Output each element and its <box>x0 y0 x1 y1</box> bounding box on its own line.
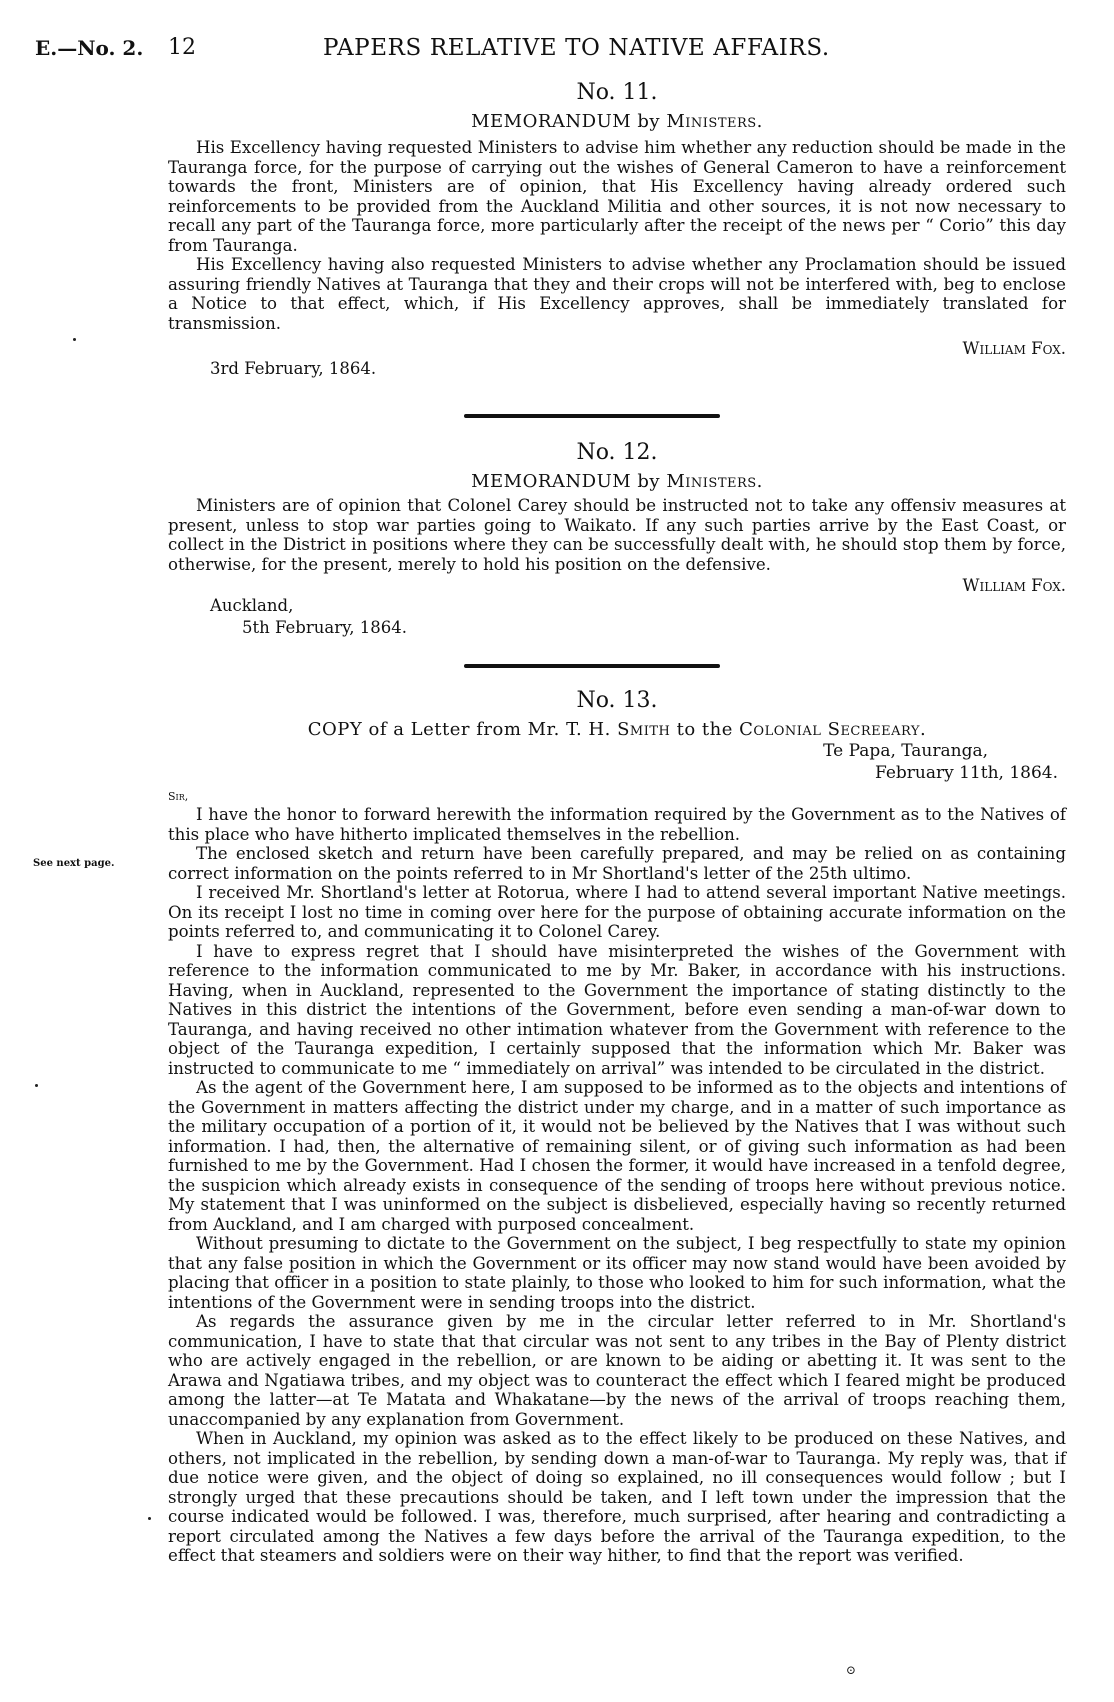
running-title: PAPERS RELATIVE TO NATIVE AFFAIRS. <box>323 35 830 61</box>
section-divider <box>464 414 720 418</box>
paragraph: Ministers are of opinion that Colonel Carey should be instructed not to take any offensiv measures at present, unless to stop war parties going to Waikato. If any such parties arrive by the East Coast, or collect in the District in positions where they can be successfully dealt with, he should stop them by force, otherwise, for the present, merely to hold his position on the defensive. <box>168 496 1066 574</box>
signature: William Fox. <box>962 339 1066 358</box>
paragraph: As regards the assurance given by me in the circular letter referred to in Mr. Shortland's communication, I have to state that that circular was not sent to any tribes in the Bay of Plenty district who are actively engaged in the rebellion, or are known to be aiding or abetting it. It was sent to the Arawa and Ngatiawa tribes, and my object was to counteract the effect which I feared might be produced among the latter—at Te Matata and Whakatane—by the news of the arrival of troops reaching them, unaccompanied by any explanation from Government. <box>168 1312 1066 1429</box>
page-number: 12 <box>168 35 196 60</box>
paragraph: As the agent of the Government here, I am supposed to be informed as to the objects and intentions of the Government in matters affecting the district under my charge, and in a matter of such importance as the military occupation of a portion of it, it would not be believed by the Natives that I was without such information. I had, then, the alternative of remaining silent, or of giving such information as had been furnished to me by the Government. Had I chosen the former, it would have increased in a tenfold degree, the suspicion which already exists in consequence of the sending of troops here without previous notice. My statement that I was uninformed on the subject is disbelieved, especially having so recently returned from Auckland, and I am charged with purposed concealment. <box>168 1078 1066 1234</box>
memorandum-no-11 <box>168 80 1066 380</box>
section-heading <box>168 719 1066 740</box>
heading-prefix: MEMORANDUM by <box>471 111 661 132</box>
signature: William Fox. <box>962 576 1066 595</box>
heading-prefix: COPY of a Letter from Mr. T. H. <box>307 719 611 740</box>
paragraph: I have the honor to forward herewith the information required by the Government as to the Natives of this place who have hitherto implicated themselves in the rebellion. <box>168 805 1066 844</box>
heading-author: Smith <box>617 719 671 740</box>
paragraph: I have to express regret that I should have misinterpreted the wishes of the Government with reference to the information communicated to me by Mr. Baker, in accordance with his instructions. Having, when in Auckland, represented to the Government the importance of stating distinctly to the Natives in this district the intentions of the Government, before even sending a man-of-war down to Tauranga, and having received no other intimation whatever from the Government with reference to the object of the Tauranga expedition, I certainly supposed that the information which Mr. Baker was instructed to communicate to me “ immediately on arrival” was intended to be circulated in the district. <box>168 941 1066 1078</box>
paragraph: His Excellency having also requested Ministers to advise whether any Proclamation should be issued assuring friendly Natives at Tauranga that they and their crops will not be interfered with, beg to enclose a Notice to that effect, which, if His Excellency approves, shall be immediately translated for transmission. <box>168 255 1066 333</box>
heading-recipient: Colonial Secreeary. <box>739 719 927 740</box>
document-reference: E.—No. 2. <box>35 36 144 60</box>
paragraph: Without presuming to dictate to the Government on the subject, I beg respectfully to state my opinion that any false position in which the Government or its officer may now stand would have been avoided by placing that officer in a position to state plainly, to those who looked to him for such information, what the intentions of the Government were in sending troops into the district. <box>168 1234 1066 1312</box>
paragraph: When in Auckland, my opinion was asked as to the effect likely to be produced on these Natives, and others, not implicated in the rebellion, by sending down a man-of-war to Tauranga. My reply was, that if due notice were given, and the object of doing so explained, no ill consequences would follow ; but I strongly urged that these precautions should be taken, and I left town under the impression that the course indicated would be followed. I was, therefore, much surprised, after hearing and contradicting a report circulated among the Natives a few days before the arrival of the Tauranga expedition, to the effect that steamers and soldiers were on their way hither, to find that the report was verified. <box>168 1429 1066 1565</box>
salutation: Sir, <box>168 790 189 803</box>
memorandum-body <box>168 496 1066 574</box>
letter-body <box>168 805 1066 1566</box>
paragraph: His Excellency having requested Ministers to advise him whether any reduction should be made in the Tauranga force, for the purpose of carrying out the wishes of General Cameron to have a reinforcement towards the front, Ministers are of opinion, that His Excellency having already ordered such reinforcements to be provided from the Auckland Militia and other sources, it is not now necessary to recall any part of the Tauranga force, more particularly after the receipt of the news per “ Corio” this day from Tauranga. <box>168 138 1066 255</box>
paragraph: I received Mr. Shortland's letter at Rotorua, where I had to attend several important Native meetings. On its receipt I lost no time in coming over here for the purpose of obtaining accurate information on the points referred to, and communicating it to Colonel Carey. <box>168 883 1066 941</box>
memorandum-no-12 <box>168 440 1066 639</box>
section-heading <box>168 471 1066 492</box>
heading-ministers: Ministers. <box>666 111 763 132</box>
section-number: No. 12. <box>576 440 658 465</box>
paragraph: The enclosed sketch and return have been carefully prepared, and may be relied on as containing correct information on the points referred to in Mr Shortland's letter of the 25th ultimo. <box>168 844 1066 883</box>
section-heading <box>168 111 1066 132</box>
section-number: No. 13. <box>576 688 658 713</box>
memo-date: 5th February, 1864. <box>242 618 407 637</box>
margin-dot <box>35 1084 38 1087</box>
heading-prefix: MEMORANDUM by <box>471 471 661 492</box>
memorandum-body <box>168 138 1066 333</box>
footer-mark: ⊙ <box>846 1663 857 1677</box>
letter-date: February 11th, 1864. <box>874 763 1058 783</box>
memo-date: 3rd February, 1864. <box>210 359 377 378</box>
margin-dot <box>148 1517 151 1520</box>
margin-note: See next page. <box>33 858 115 869</box>
address-line: Te Papa, Tauranga, <box>823 741 988 761</box>
letter-no-13 <box>168 688 1066 1566</box>
margin-dot <box>73 338 76 341</box>
section-divider <box>464 664 720 668</box>
memo-place: Auckland, <box>210 596 294 615</box>
heading-ministers: Ministers. <box>666 471 763 492</box>
section-number: No. 11. <box>576 80 658 105</box>
heading-mid: to the <box>676 719 733 740</box>
